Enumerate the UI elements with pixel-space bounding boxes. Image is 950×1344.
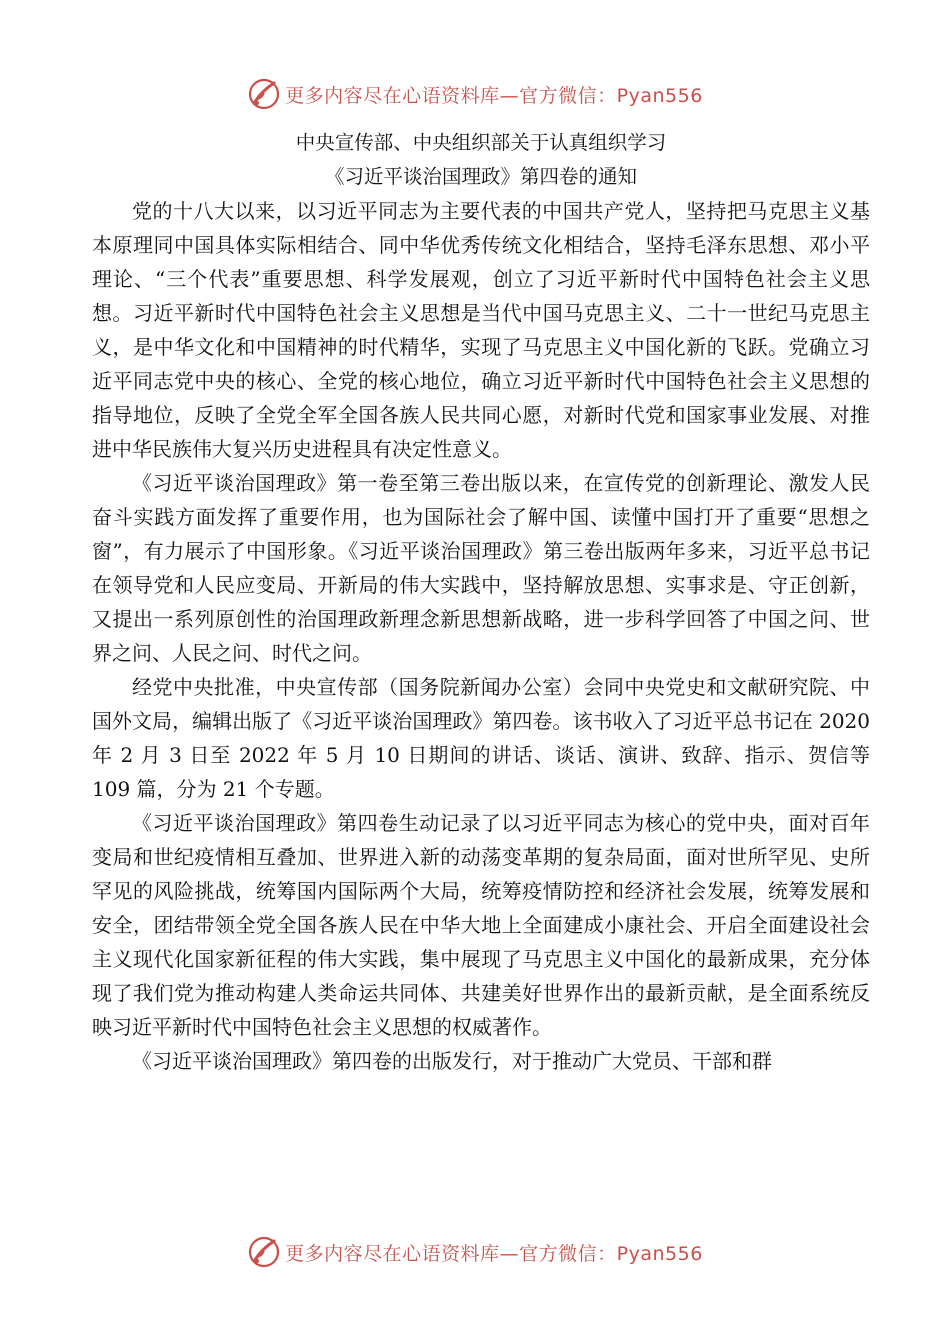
paragraph: 党的十八大以来，以习近平同志为主要代表的中国共产党人，坚持把马克思主义基本原理同中国具体实际相结合、同中华优秀传统文化相结合，坚持毛泽东思想、邓小平理论、“三个代表”重要思想、科学发展观，创立了习近平新时代中国特色社会主义思想。习近平新时代中国特色社会主义思想是当代中国马克思主义、二十一世纪马克思主义，是中华文化和中国精神的时代精华，实现了马克思主义中国化新的飞跃。党确立习近平同志党中央的核心、全党的核心地位，确立习近平新时代中国特色社会主义思想的指导地位，反映了全党全军全国各族人民共同心愿，对新时代党和国家事业发展、对推进中华民族伟大复兴历史进程具有决定性意义。 [92, 199, 870, 461]
watermark-text: 更多内容尽在心语资料库—官方微信：Pyan556 [285, 84, 703, 107]
document-body [92, 126, 870, 1078]
document-title-line-2: 《习近平谈治国理政》第四卷的通知 [324, 165, 637, 188]
header-watermark [0, 74, 950, 114]
paragraph: 《习近平谈治国理政》第四卷生动记录了以习近平同志为核心的党中央，面对百年变局和世纪疫情相互叠加、世界进入新的动荡变革期的复杂局面，面对世所罕见、史所罕见的风险挑战，统筹国内国际两个大局，统筹疫情防控和经济社会发展，统筹发展和安全，团结带领全党全国各族人民在中华大地上全面建成小康社会、开启全面建设社会主义现代化国家新征程的伟大实践，集中展现了马克思主义中国化的最新成果，充分体现了我们党为推动构建人类命运共同体、共建美好世界作出的最新贡献，是全面系统反映习近平新时代中国特色社会主义思想的权威著作。 [92, 811, 870, 1039]
paragraph: 《习近平谈治国理政》第一卷至第三卷出版以来，在宣传党的创新理论、激发人民奋斗实践方面发挥了重要作用，也为国际社会了解中国、读懂中国打开了重要“思想之窗”，有力展示了中国形象。《习近平谈治国理政》第三卷出版两年多来，习近平总书记在领导党和人民应变局、开新局的伟大实践中，坚持解放思想、实事求是、守正创新，又提出一系列原创性的治国理政新理念新思想新战略，进一步科学回答了中国之问、世界之问、人民之问、时代之问。 [92, 471, 870, 665]
footer-watermark [0, 1232, 950, 1272]
writing-brush-logo-icon [247, 77, 281, 111]
document-title-line-1: 中央宣传部、中央组织部关于认真组织学习 [295, 131, 667, 154]
writing-brush-logo-icon [247, 1235, 281, 1269]
watermark-text: 更多内容尽在心语资料库—官方微信：Pyan556 [285, 1242, 703, 1265]
paragraph: 经党中央批准，中央宣传部（国务院新闻办公室）会同中央党史和文献研究院、中国外文局，编辑出版了《习近平谈治国理政》第四卷。该书收入了习近平总书记在 2020 年 2 月 3 日至 2022 年 5 月 10 日期间的讲话、谈话、演讲、致辞、指示、贺信等 109 篇，分为 21 个专题。 [92, 675, 870, 801]
paragraph: 《习近平谈治国理政》第四卷的出版发行，对于推动广大党员、干部和群 [132, 1049, 772, 1073]
